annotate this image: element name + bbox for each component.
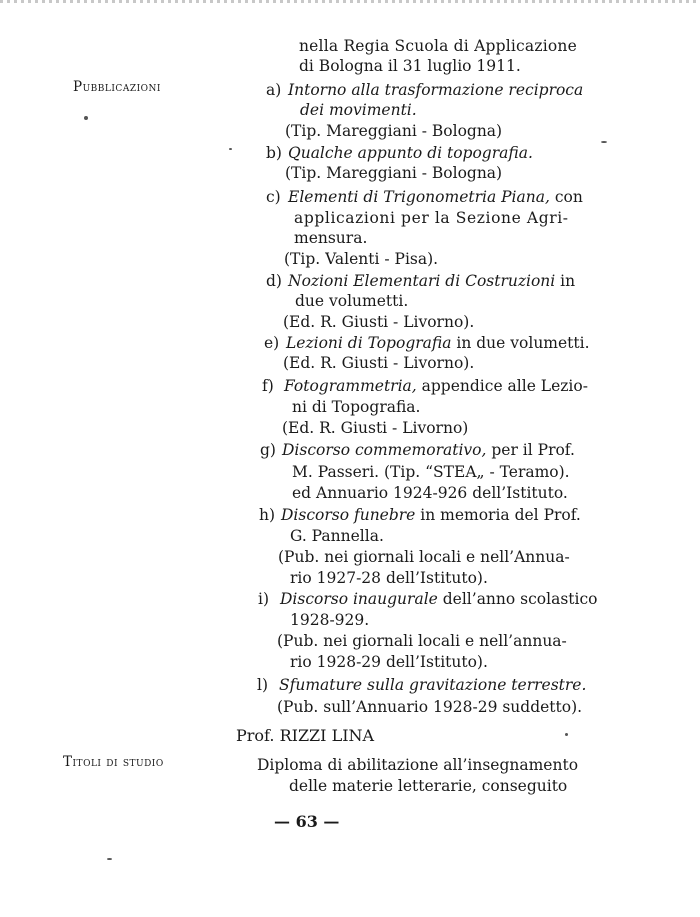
scan-speck	[229, 148, 232, 150]
list-item	[262, 376, 588, 396]
list-item	[258, 589, 597, 609]
scan-speck	[107, 858, 112, 860]
item-note: (Pub. nei giornali locali e nell’Annua-	[278, 548, 570, 566]
section-label-publications: Pubblicazioni	[73, 79, 161, 95]
item-cont: G. Pannella.	[290, 527, 384, 545]
item-cont: mensura.	[294, 229, 368, 247]
intro-line-2: di Bologna il 31 luglio 1911.	[299, 57, 521, 75]
item-cont: ni di Topografia.	[292, 398, 421, 416]
list-item	[260, 440, 575, 460]
item-cont: 1928-929.	[290, 611, 370, 629]
item-title: Discorso inaugurale	[280, 590, 438, 608]
item-rest: in due volumetti.	[451, 334, 590, 352]
item-rest: dell’anno scolastico	[437, 590, 598, 608]
item-note: (Pub. nei giornali locali e nell’annua-	[277, 632, 567, 650]
item-marker: l)	[257, 676, 269, 694]
item-marker: f)	[262, 377, 274, 395]
item-note: (Tip. Mareggiani - Bologna)	[285, 164, 503, 182]
list-item	[257, 675, 586, 695]
item-rest: appendice alle Lezio-	[416, 377, 588, 395]
item-title: Discorso funebre	[281, 506, 416, 524]
list-item	[264, 333, 590, 353]
list-item	[266, 187, 583, 207]
item-note: (Tip. Mareggiani - Bologna)	[285, 122, 503, 140]
list-item	[259, 505, 581, 525]
item-title: Sfumature sulla gravitazione terrestre.	[279, 676, 587, 694]
item-title: Discorso commemorativo,	[282, 441, 487, 459]
scan-speck	[565, 733, 568, 736]
list-item	[266, 271, 575, 291]
intro-line-1: nella Regia Scuola di Applicazione	[299, 37, 577, 55]
item-marker: g)	[260, 441, 276, 459]
item-marker: h)	[259, 506, 276, 524]
item-note: rio 1928-29 dell’Istituto).	[290, 653, 488, 671]
item-note: (Ed. R. Giusti - Livorno).	[283, 313, 475, 331]
scan-speck	[84, 116, 88, 120]
item-rest: per il Prof.	[486, 441, 575, 459]
item-title: Qualche appunto di topografia.	[288, 144, 533, 162]
item-marker: b)	[266, 144, 282, 162]
item-rest: con	[549, 188, 583, 206]
item-title: Lezioni di Topografia	[286, 334, 452, 352]
item-marker: d)	[266, 272, 282, 290]
list-item	[266, 143, 533, 163]
scan-edge	[0, 0, 700, 3]
item-note: rio 1927-28 dell’Istituto).	[290, 569, 488, 587]
body-line: delle materie letterarie, conseguito	[289, 777, 568, 795]
scan-speck	[601, 141, 607, 143]
item-marker: i)	[258, 590, 270, 608]
item-cont: ed Annuario 1924-926 dell’Istituto.	[292, 484, 568, 502]
section-label-titles: Titoli di studio	[63, 754, 164, 770]
item-title: Fotogrammetria,	[284, 377, 417, 395]
page-number: — 63 —	[274, 812, 340, 831]
item-rest: in memoria del Prof.	[415, 506, 581, 524]
item-marker: e)	[264, 334, 280, 352]
item-title-cont: dei movimenti.	[300, 101, 417, 119]
item-marker: a)	[266, 81, 282, 99]
item-note: (Tip. Valenti - Pisa).	[284, 250, 439, 268]
item-note: (Ed. R. Giusti - Livorno)	[282, 419, 469, 437]
item-cont: due volumetti.	[295, 292, 409, 310]
person-name: Prof. RIZZI LINA	[236, 726, 375, 745]
item-cont: M. Passeri. (Tip. “STEA„ - Teramo).	[292, 463, 570, 481]
item-title: Elementi di Trigonometria Piana,	[288, 188, 550, 206]
item-marker: c)	[266, 188, 281, 206]
item-rest: in	[555, 272, 576, 290]
list-item	[266, 80, 583, 100]
item-note: (Ed. R. Giusti - Livorno).	[283, 354, 475, 372]
body-line: Diploma di abilitazione all’insegnamento	[257, 756, 579, 774]
item-title: Intorno alla trasformazione reciproca	[288, 81, 584, 99]
item-cont: applicazioni per la Sezione Agri-	[294, 209, 569, 227]
item-note: (Pub. sull’Annuario 1928-29 suddetto).	[277, 698, 583, 716]
item-title: Nozioni Elementari di Costruzioni	[288, 272, 556, 290]
